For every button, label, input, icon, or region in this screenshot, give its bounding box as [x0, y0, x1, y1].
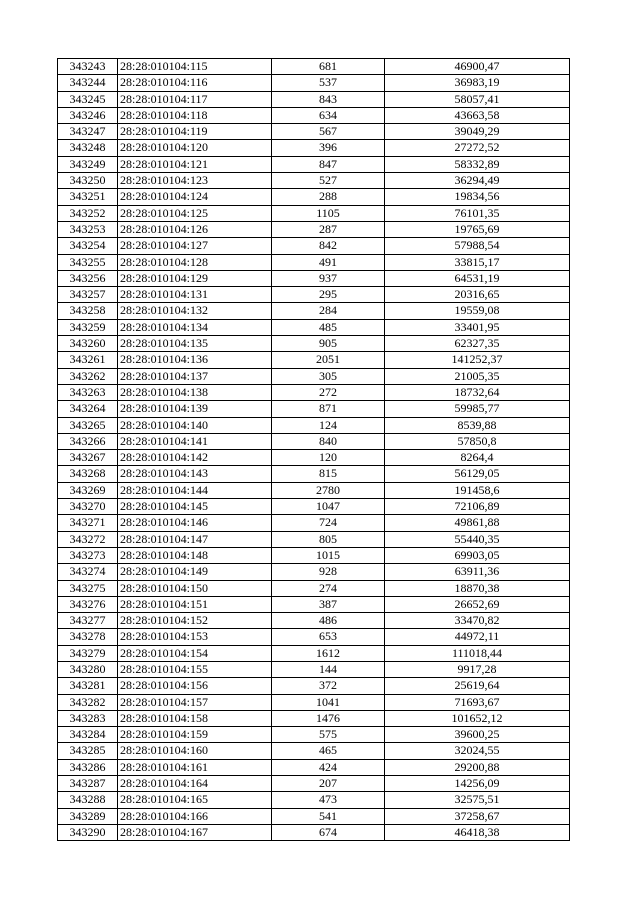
table-row [58, 417, 570, 433]
amount-cell: 18870,38 [385, 580, 570, 596]
table-row [58, 727, 570, 743]
amount-cell: 26652,69 [385, 596, 570, 612]
amount-cell: 33401,95 [385, 319, 570, 335]
row-id-cell: 343284 [58, 727, 118, 743]
table-row [58, 107, 570, 123]
table-row [58, 661, 570, 677]
table-row [58, 140, 570, 156]
quantity-cell: 372 [272, 678, 385, 694]
table-row [58, 384, 570, 400]
table-row [58, 336, 570, 352]
amount-cell: 29200,88 [385, 759, 570, 775]
row-id-cell: 343250 [58, 173, 118, 189]
amount-cell: 62327,35 [385, 336, 570, 352]
amount-cell: 58057,41 [385, 91, 570, 107]
quantity-cell: 465 [272, 743, 385, 759]
amount-cell: 19834,56 [385, 189, 570, 205]
row-id-cell: 343271 [58, 515, 118, 531]
row-id-cell: 343270 [58, 499, 118, 515]
quantity-cell: 905 [272, 336, 385, 352]
table-body [58, 59, 570, 841]
amount-cell: 39049,29 [385, 124, 570, 140]
cadastral-number-cell: 28:28:010104:147 [118, 531, 272, 547]
cadastral-number-cell: 28:28:010104:126 [118, 221, 272, 237]
amount-cell: 21005,35 [385, 368, 570, 384]
row-id-cell: 343289 [58, 808, 118, 824]
table-row [58, 173, 570, 189]
quantity-cell: 634 [272, 107, 385, 123]
cadastral-number-cell: 28:28:010104:121 [118, 156, 272, 172]
row-id-cell: 343275 [58, 580, 118, 596]
quantity-cell: 284 [272, 303, 385, 319]
table-row [58, 270, 570, 286]
row-id-cell: 343249 [58, 156, 118, 172]
amount-cell: 19765,69 [385, 221, 570, 237]
cadastral-number-cell: 28:28:010104:115 [118, 59, 272, 75]
table-row [58, 433, 570, 449]
row-id-cell: 343269 [58, 482, 118, 498]
row-id-cell: 343252 [58, 205, 118, 221]
cadastral-number-cell: 28:28:010104:165 [118, 792, 272, 808]
quantity-cell: 681 [272, 59, 385, 75]
quantity-cell: 674 [272, 824, 385, 840]
quantity-cell: 288 [272, 189, 385, 205]
row-id-cell: 343262 [58, 368, 118, 384]
cadastral-number-cell: 28:28:010104:135 [118, 336, 272, 352]
amount-cell: 14256,09 [385, 776, 570, 792]
cadastral-number-cell: 28:28:010104:119 [118, 124, 272, 140]
quantity-cell: 120 [272, 450, 385, 466]
row-id-cell: 343279 [58, 645, 118, 661]
table-row [58, 466, 570, 482]
table-row [58, 401, 570, 417]
cadastral-number-cell: 28:28:010104:145 [118, 499, 272, 515]
table-row [58, 205, 570, 221]
cadastral-number-cell: 28:28:010104:140 [118, 417, 272, 433]
table-row [58, 189, 570, 205]
amount-cell: 76101,35 [385, 205, 570, 221]
quantity-cell: 274 [272, 580, 385, 596]
amount-cell: 71693,67 [385, 694, 570, 710]
quantity-cell: 387 [272, 596, 385, 612]
quantity-cell: 1612 [272, 645, 385, 661]
amount-cell: 72106,89 [385, 499, 570, 515]
amount-cell: 111018,44 [385, 645, 570, 661]
cadastral-number-cell: 28:28:010104:118 [118, 107, 272, 123]
row-id-cell: 343257 [58, 287, 118, 303]
cadastral-number-cell: 28:28:010104:137 [118, 368, 272, 384]
table-row [58, 596, 570, 612]
row-id-cell: 343255 [58, 254, 118, 270]
quantity-cell: 295 [272, 287, 385, 303]
quantity-cell: 842 [272, 238, 385, 254]
quantity-cell: 491 [272, 254, 385, 270]
quantity-cell: 396 [272, 140, 385, 156]
cadastral-number-cell: 28:28:010104:146 [118, 515, 272, 531]
quantity-cell: 207 [272, 776, 385, 792]
row-id-cell: 343244 [58, 75, 118, 91]
quantity-cell: 305 [272, 368, 385, 384]
row-id-cell: 343272 [58, 531, 118, 547]
table-row [58, 91, 570, 107]
table-row [58, 352, 570, 368]
table-row [58, 531, 570, 547]
row-id-cell: 343287 [58, 776, 118, 792]
row-id-cell: 343282 [58, 694, 118, 710]
quantity-cell: 847 [272, 156, 385, 172]
table-row [58, 759, 570, 775]
row-id-cell: 343265 [58, 417, 118, 433]
table-row [58, 124, 570, 140]
cadastral-number-cell: 28:28:010104:131 [118, 287, 272, 303]
row-id-cell: 343274 [58, 564, 118, 580]
table-row [58, 287, 570, 303]
amount-cell: 36294,49 [385, 173, 570, 189]
cadastral-number-cell: 28:28:010104:159 [118, 727, 272, 743]
amount-cell: 37258,67 [385, 808, 570, 824]
table-row [58, 824, 570, 840]
row-id-cell: 343268 [58, 466, 118, 482]
quantity-cell: 567 [272, 124, 385, 140]
cadastral-number-cell: 28:28:010104:125 [118, 205, 272, 221]
row-id-cell: 343290 [58, 824, 118, 840]
table-row [58, 629, 570, 645]
row-id-cell: 343277 [58, 613, 118, 629]
quantity-cell: 287 [272, 221, 385, 237]
row-id-cell: 343253 [58, 221, 118, 237]
cadastral-number-cell: 28:28:010104:149 [118, 564, 272, 580]
amount-cell: 101652,12 [385, 710, 570, 726]
amount-cell: 25619,64 [385, 678, 570, 694]
cadastral-number-cell: 28:28:010104:116 [118, 75, 272, 91]
quantity-cell: 144 [272, 661, 385, 677]
cadastral-number-cell: 28:28:010104:117 [118, 91, 272, 107]
amount-cell: 18732,64 [385, 384, 570, 400]
cadastral-number-cell: 28:28:010104:148 [118, 547, 272, 563]
quantity-cell: 1047 [272, 499, 385, 515]
row-id-cell: 343248 [58, 140, 118, 156]
amount-cell: 27272,52 [385, 140, 570, 156]
row-id-cell: 343246 [58, 107, 118, 123]
amount-cell: 59985,77 [385, 401, 570, 417]
quantity-cell: 527 [272, 173, 385, 189]
amount-cell: 191458,6 [385, 482, 570, 498]
row-id-cell: 343247 [58, 124, 118, 140]
table-row [58, 515, 570, 531]
amount-cell: 56129,05 [385, 466, 570, 482]
quantity-cell: 424 [272, 759, 385, 775]
cadastral-number-cell: 28:28:010104:139 [118, 401, 272, 417]
cadastral-number-cell: 28:28:010104:156 [118, 678, 272, 694]
table-row [58, 303, 570, 319]
table-row [58, 75, 570, 91]
cadastral-number-cell: 28:28:010104:157 [118, 694, 272, 710]
quantity-cell: 871 [272, 401, 385, 417]
cadastral-number-cell: 28:28:010104:128 [118, 254, 272, 270]
table-row [58, 368, 570, 384]
cadastral-number-cell: 28:28:010104:158 [118, 710, 272, 726]
row-id-cell: 343283 [58, 710, 118, 726]
quantity-cell: 815 [272, 466, 385, 482]
cadastral-number-cell: 28:28:010104:150 [118, 580, 272, 596]
row-id-cell: 343288 [58, 792, 118, 808]
amount-cell: 69903,05 [385, 547, 570, 563]
amount-cell: 57850,8 [385, 433, 570, 449]
cadastral-number-cell: 28:28:010104:144 [118, 482, 272, 498]
table-row [58, 238, 570, 254]
cadastral-number-cell: 28:28:010104:167 [118, 824, 272, 840]
amount-cell: 8264,4 [385, 450, 570, 466]
amount-cell: 64531,19 [385, 270, 570, 286]
amount-cell: 39600,25 [385, 727, 570, 743]
table-row [58, 678, 570, 694]
row-id-cell: 343251 [58, 189, 118, 205]
quantity-cell: 486 [272, 613, 385, 629]
row-id-cell: 343245 [58, 91, 118, 107]
cadastral-number-cell: 28:28:010104:142 [118, 450, 272, 466]
table-row [58, 254, 570, 270]
row-id-cell: 343254 [58, 238, 118, 254]
table-row [58, 319, 570, 335]
table-row [58, 59, 570, 75]
table-row [58, 221, 570, 237]
quantity-cell: 124 [272, 417, 385, 433]
amount-cell: 9917,28 [385, 661, 570, 677]
row-id-cell: 343266 [58, 433, 118, 449]
row-id-cell: 343278 [58, 629, 118, 645]
cadastral-number-cell: 28:28:010104:141 [118, 433, 272, 449]
table-row [58, 564, 570, 580]
quantity-cell: 653 [272, 629, 385, 645]
land-parcel-table [57, 58, 570, 841]
table-row [58, 547, 570, 563]
table-row [58, 710, 570, 726]
table-row [58, 499, 570, 515]
amount-cell: 141252,37 [385, 352, 570, 368]
table-row [58, 694, 570, 710]
quantity-cell: 2051 [272, 352, 385, 368]
quantity-cell: 272 [272, 384, 385, 400]
row-id-cell: 343276 [58, 596, 118, 612]
amount-cell: 63911,36 [385, 564, 570, 580]
quantity-cell: 937 [272, 270, 385, 286]
amount-cell: 55440,35 [385, 531, 570, 547]
cadastral-number-cell: 28:28:010104:120 [118, 140, 272, 156]
quantity-cell: 805 [272, 531, 385, 547]
row-id-cell: 343273 [58, 547, 118, 563]
cadastral-number-cell: 28:28:010104:153 [118, 629, 272, 645]
quantity-cell: 575 [272, 727, 385, 743]
amount-cell: 8539,88 [385, 417, 570, 433]
cadastral-number-cell: 28:28:010104:160 [118, 743, 272, 759]
table-row [58, 450, 570, 466]
cadastral-number-cell: 28:28:010104:138 [118, 384, 272, 400]
row-id-cell: 343243 [58, 59, 118, 75]
row-id-cell: 343263 [58, 384, 118, 400]
quantity-cell: 1105 [272, 205, 385, 221]
quantity-cell: 2780 [272, 482, 385, 498]
amount-cell: 20316,65 [385, 287, 570, 303]
row-id-cell: 343259 [58, 319, 118, 335]
row-id-cell: 343280 [58, 661, 118, 677]
quantity-cell: 473 [272, 792, 385, 808]
table-row [58, 743, 570, 759]
cadastral-number-cell: 28:28:010104:136 [118, 352, 272, 368]
cadastral-number-cell: 28:28:010104:161 [118, 759, 272, 775]
quantity-cell: 724 [272, 515, 385, 531]
row-id-cell: 343286 [58, 759, 118, 775]
cadastral-number-cell: 28:28:010104:134 [118, 319, 272, 335]
row-id-cell: 343285 [58, 743, 118, 759]
amount-cell: 33815,17 [385, 254, 570, 270]
quantity-cell: 537 [272, 75, 385, 91]
row-id-cell: 343264 [58, 401, 118, 417]
quantity-cell: 928 [272, 564, 385, 580]
amount-cell: 43663,58 [385, 107, 570, 123]
cadastral-number-cell: 28:28:010104:129 [118, 270, 272, 286]
table-row [58, 482, 570, 498]
cadastral-number-cell: 28:28:010104:166 [118, 808, 272, 824]
cadastral-number-cell: 28:28:010104:151 [118, 596, 272, 612]
amount-cell: 58332,89 [385, 156, 570, 172]
quantity-cell: 840 [272, 433, 385, 449]
table-row [58, 776, 570, 792]
quantity-cell: 1476 [272, 710, 385, 726]
amount-cell: 32575,51 [385, 792, 570, 808]
cadastral-number-cell: 28:28:010104:152 [118, 613, 272, 629]
row-id-cell: 343261 [58, 352, 118, 368]
amount-cell: 46418,38 [385, 824, 570, 840]
cadastral-number-cell: 28:28:010104:124 [118, 189, 272, 205]
amount-cell: 57988,54 [385, 238, 570, 254]
quantity-cell: 541 [272, 808, 385, 824]
amount-cell: 33470,82 [385, 613, 570, 629]
amount-cell: 46900,47 [385, 59, 570, 75]
table-row [58, 580, 570, 596]
quantity-cell: 485 [272, 319, 385, 335]
quantity-cell: 1015 [272, 547, 385, 563]
table-row [58, 613, 570, 629]
cadastral-number-cell: 28:28:010104:164 [118, 776, 272, 792]
amount-cell: 44972,11 [385, 629, 570, 645]
cadastral-number-cell: 28:28:010104:123 [118, 173, 272, 189]
amount-cell: 19559,08 [385, 303, 570, 319]
cadastral-number-cell: 28:28:010104:155 [118, 661, 272, 677]
row-id-cell: 343260 [58, 336, 118, 352]
cadastral-number-cell: 28:28:010104:127 [118, 238, 272, 254]
table-row [58, 792, 570, 808]
row-id-cell: 343281 [58, 678, 118, 694]
amount-cell: 36983,19 [385, 75, 570, 91]
row-id-cell: 343256 [58, 270, 118, 286]
amount-cell: 32024,55 [385, 743, 570, 759]
cadastral-number-cell: 28:28:010104:154 [118, 645, 272, 661]
quantity-cell: 843 [272, 91, 385, 107]
amount-cell: 49861,88 [385, 515, 570, 531]
cadastral-number-cell: 28:28:010104:132 [118, 303, 272, 319]
table-row [58, 808, 570, 824]
table-row [58, 645, 570, 661]
row-id-cell: 343267 [58, 450, 118, 466]
table-row [58, 156, 570, 172]
cadastral-number-cell: 28:28:010104:143 [118, 466, 272, 482]
quantity-cell: 1041 [272, 694, 385, 710]
row-id-cell: 343258 [58, 303, 118, 319]
